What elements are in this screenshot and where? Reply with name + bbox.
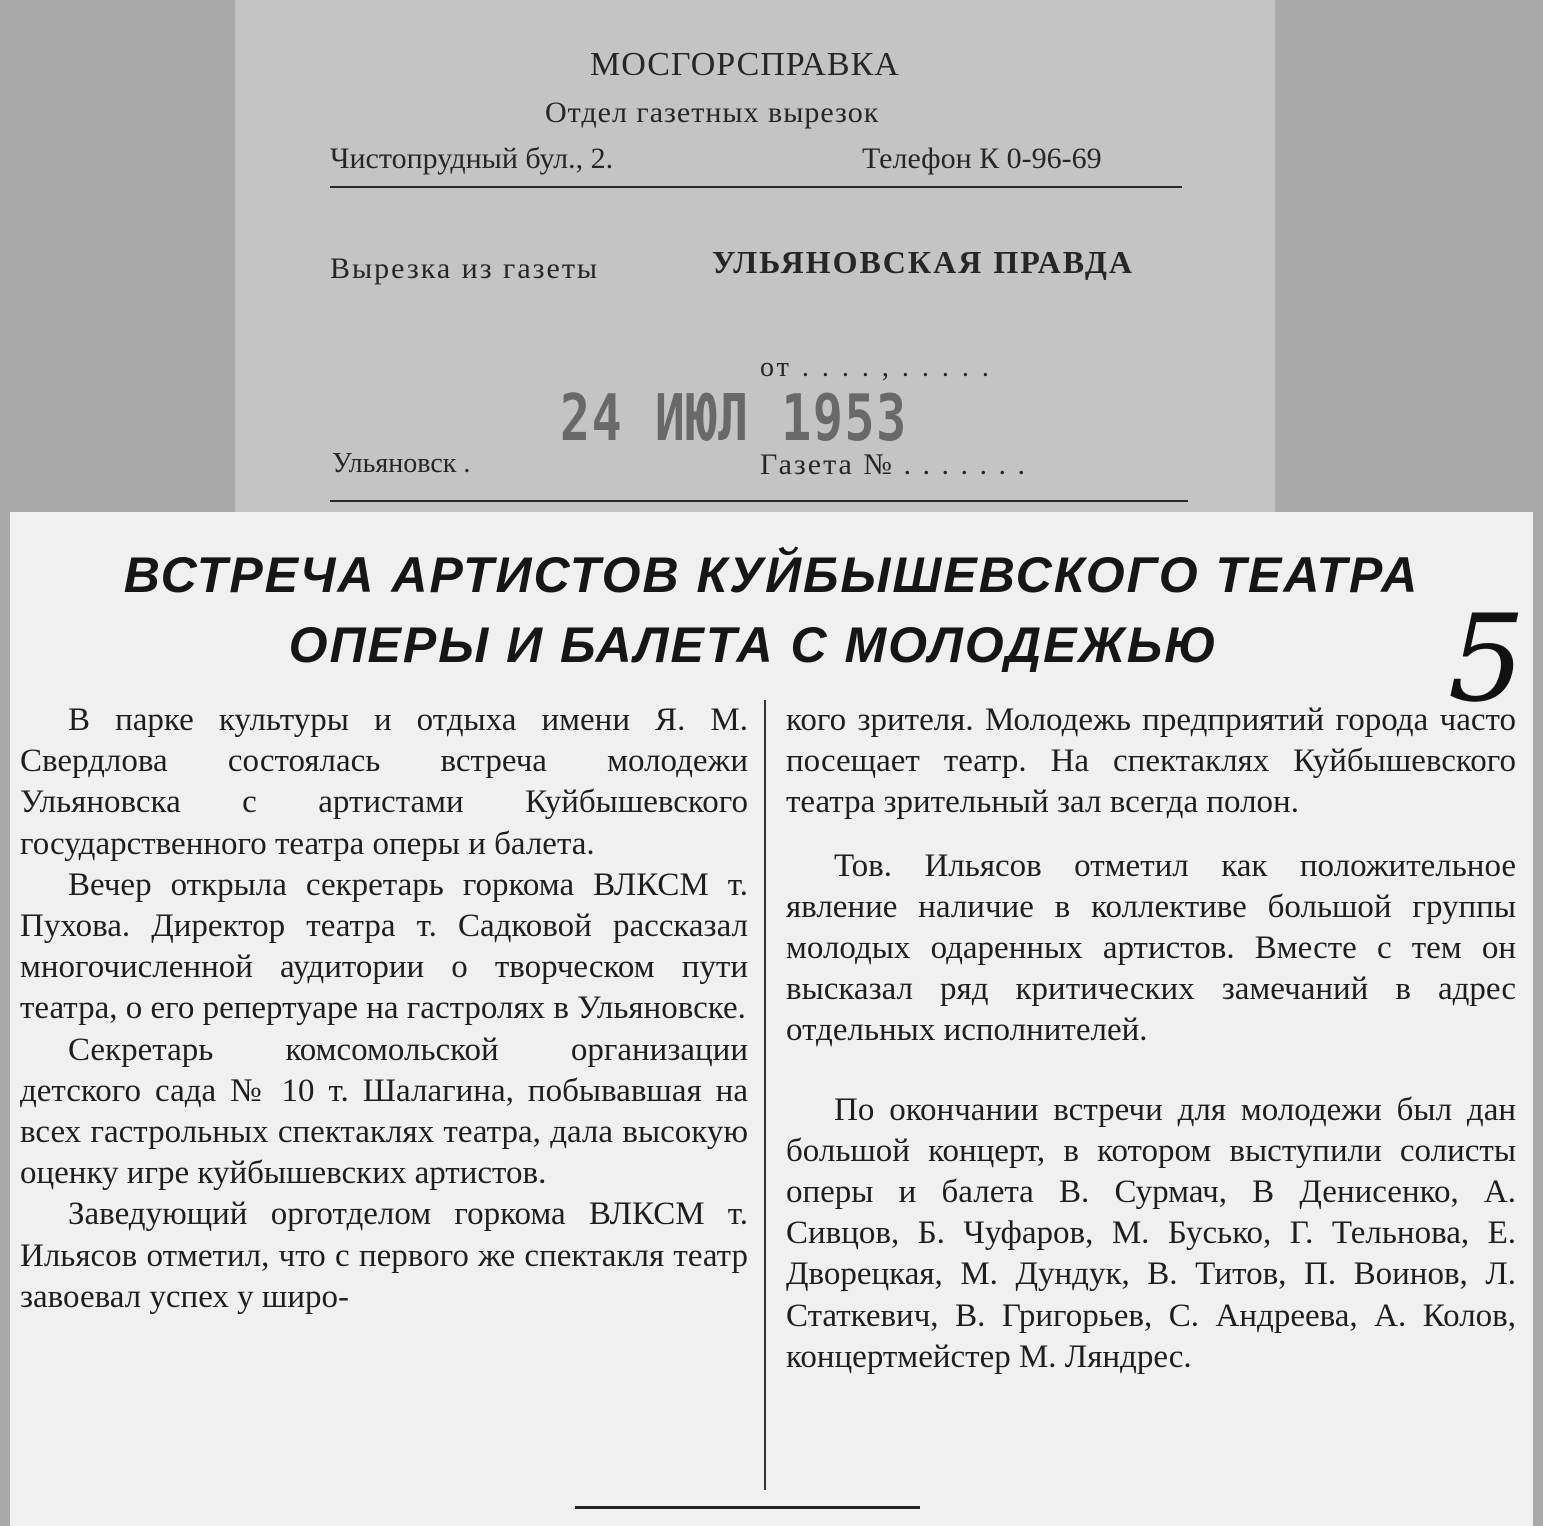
clipping-from-label: Вырезка из газеты: [330, 252, 600, 285]
article-right-column: [786, 700, 1516, 1378]
paragraph: Тов. Ильясов отметил как положительное явление наличие в коллективе большой группы молодых одаренных артистов. Вместе с тем он высказал ряд критических замечаний в адрес отдельных исполнителей.: [786, 847, 1516, 1049]
article-title-line-1: ВСТРЕЧА АРТИСТОВ КУЙБЫШЕВСКОГО ТЕАТРА: [123, 547, 1420, 603]
paragraph: Вечер открыла секретарь горкома ВЛКСМ т. Пухова. Директор театра т. Садковой рассказал многочисленной аудитории о творческом пути театра, о его репертуаре на гастролях в Ульяновске.: [20, 866, 748, 1027]
paragraph: Секретарь комсомольской организации детского сада № 10 т. Шалагина, побывавшая на всех гастрольных спектаклях театра, дала высокую оценку игре куйбышевских артистов.: [20, 1031, 748, 1192]
phone: Телефон К 0-96-69: [862, 142, 1102, 175]
article-left-column: [20, 700, 748, 1318]
date-stamp: 24 ИЮЛ 1953: [560, 382, 908, 456]
newspaper-name: УЛЬЯНОВСКАЯ ПРАВДА: [712, 244, 1135, 280]
form-bottom-line: [330, 500, 1188, 502]
org-name: МОСГОРСПРАВКА: [590, 46, 900, 83]
handwritten-page-mark: 5: [1433, 590, 1540, 729]
department-name: Отдел газетных вырезок: [545, 96, 880, 129]
paragraph: Заведующий орготделом горкома ВЛКСМ т. Ильясов отметил, что с первого же спектакля театр завоевал успех у широ-: [20, 1196, 748, 1315]
column-divider: [764, 700, 766, 1490]
header-divider: [330, 186, 1182, 188]
date-field: от . . . . , . . . . .: [760, 352, 992, 383]
paragraph: По окончании встречи для молодежи был дан большой концерт, в котором выступили солисты оперы и балета В. Сурмач, В Денисенко, А. Сивцов, Б. Чуфаров, М. Бусько, Г. Тельнова, Е. Дворецкая, М. Дундук, В. Титов, П. Воинов, Л. Статкевич, В. Григорьев, С. Андреева, А. Колов, концертмейстер М. Ляндрес.: [786, 1091, 1516, 1375]
paragraph: кого зрителя. Молодежь предприятий города часто посещает театр. На спектаклях Куйбышевского театра зрительный зал всегда полон.: [786, 702, 1516, 821]
article-title-line-2: ОПЕРЫ И БАЛЕТА С МОЛОДЕЖЬЮ: [288, 617, 1219, 673]
issue-number-field: Газета № . . . . . . .: [760, 448, 1027, 481]
city-label: Ульяновск .: [332, 448, 471, 479]
article-end-rule: [575, 1506, 920, 1509]
paragraph: В парке культуры и отдыха имени Я. М. Свердлова состоялась встреча молодежи Ульяновска с артистами Куйбышевского государственного театра оперы и балета.: [20, 702, 748, 862]
address: Чистопрудный бул., 2.: [330, 142, 614, 175]
